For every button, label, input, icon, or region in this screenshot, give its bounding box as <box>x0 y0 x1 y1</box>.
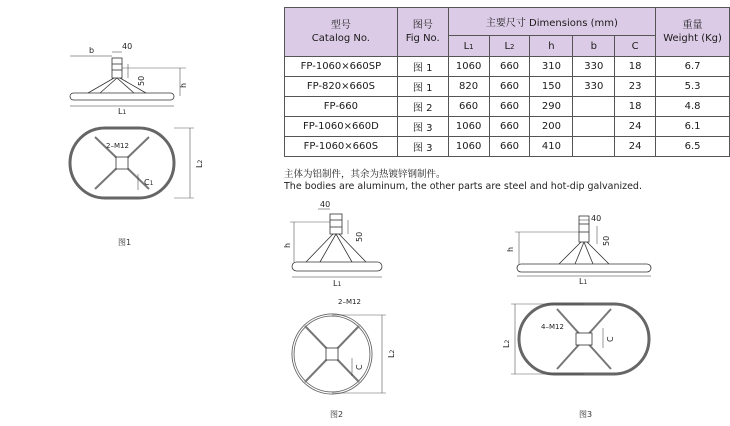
col-C-header: C <box>615 36 656 57</box>
fig3-ring-bar <box>517 264 651 272</box>
spec-table <box>284 7 730 157</box>
figure-3-drawing <box>502 208 660 403</box>
fig3-top-view <box>511 304 649 374</box>
catalog-header-en: Catalog No. <box>311 33 370 44</box>
col-L2-sub: 2 <box>510 42 515 51</box>
table-row <box>285 117 730 137</box>
fig2-label-50: 50 <box>355 231 364 242</box>
fig3-label-m12: 4–M12 <box>541 323 564 331</box>
note-en: The bodies are aluminum, the other parts are steel and hot-dip galvanized. <box>284 181 642 192</box>
weight-cell: 6.5 <box>656 137 730 157</box>
fig1-label-C1: C1 <box>144 178 154 187</box>
col-L2-header <box>489 36 530 57</box>
fig-header-en: Fig No. <box>405 33 440 44</box>
h-cell: 200 <box>530 117 573 137</box>
L2-cell: 660 <box>489 57 530 77</box>
fig2-label-40: 40 <box>320 200 331 209</box>
fig1-ring-bar <box>70 93 174 100</box>
h-cell: 310 <box>530 57 573 77</box>
C-cell: 24 <box>615 137 656 157</box>
table-row <box>285 97 730 117</box>
fig1-label-L2: L2 <box>195 159 204 168</box>
fig3-hub <box>576 333 592 345</box>
C-cell: 18 <box>615 57 656 77</box>
L1-cell: 1060 <box>448 57 489 77</box>
L2-cell: 660 <box>489 77 530 97</box>
fig3-label-40: 40 <box>591 214 602 223</box>
table-row <box>285 57 730 77</box>
fig1-side-view <box>70 52 186 106</box>
fig2-label-C: C <box>355 364 364 370</box>
L1-cell: 660 <box>448 97 489 117</box>
fig1-clamp <box>112 58 122 78</box>
fig3-label-50: 50 <box>602 235 611 246</box>
catalog-cell: FP-1060×660D <box>285 117 398 137</box>
C-cell: 18 <box>615 97 656 117</box>
fig2-top-view <box>293 315 386 393</box>
fig-cell: 图 2 <box>397 97 448 117</box>
fig1-label-50: 50 <box>137 75 146 86</box>
fig1-top-view <box>70 128 194 198</box>
fig2-clamp <box>330 214 342 234</box>
fig1-label-m12: 2–M12 <box>106 142 129 150</box>
col-h-header: h <box>530 36 573 57</box>
L2-cell: 660 <box>489 137 530 157</box>
h-cell: 410 <box>530 137 573 157</box>
fig2-label-L1: L1 <box>333 279 342 288</box>
fig2-label-m12: 2–M12 <box>338 298 361 306</box>
fig2-label-L2: L2 <box>387 349 396 358</box>
fig3-label-L1: L1 <box>579 277 588 286</box>
note-zh: 主体为铝制件，其余为热镀锌钢制件。 <box>284 169 446 180</box>
fig2-hub <box>326 348 338 360</box>
table-row <box>285 77 730 97</box>
C-cell: 24 <box>615 117 656 137</box>
fig-header <box>397 8 448 57</box>
catalog-cell: FP-1060×660SP <box>285 57 398 77</box>
col-L1-letter: L <box>463 40 470 52</box>
L2-cell: 660 <box>489 97 530 117</box>
b-cell <box>573 137 615 157</box>
fig1-label-L1: L1 <box>118 107 127 116</box>
fig-cell: 图 1 <box>397 57 448 77</box>
fig1-hub <box>116 157 128 169</box>
figure-2-drawing <box>278 200 408 405</box>
catalog-header <box>285 8 398 57</box>
fig1-caption: 图1 <box>118 238 132 247</box>
weight-header-en: Weight (Kg) <box>663 33 722 44</box>
L2-cell: 660 <box>489 117 530 137</box>
catalog-cell: FP-1060×660S <box>285 137 398 157</box>
fig3-label-C: C <box>606 336 615 342</box>
b-cell <box>573 117 615 137</box>
fig2-ring-bar <box>292 262 382 271</box>
weight-cell: 6.1 <box>656 117 730 137</box>
col-L1-header <box>448 36 489 57</box>
b-cell: 330 <box>573 57 615 77</box>
fig3-side-view <box>515 216 651 276</box>
L1-cell: 1060 <box>448 117 489 137</box>
catalog-cell: FP-820×660S <box>285 77 398 97</box>
fig1-label-h: h <box>179 82 188 88</box>
b-cell <box>573 97 615 117</box>
fig2-side-view <box>290 209 382 277</box>
C-cell: 23 <box>615 77 656 97</box>
col-L2-letter: L <box>504 40 511 52</box>
catalog-cell: FP-660 <box>285 97 398 117</box>
header-row-1 <box>285 8 730 36</box>
fig2-label-h: h <box>283 242 292 248</box>
weight-cell: 6.7 <box>656 57 730 77</box>
h-cell: 150 <box>530 77 573 97</box>
weight-header-zh: 重量 <box>682 20 703 31</box>
fig-cell: 图 3 <box>397 137 448 157</box>
b-cell: 330 <box>573 77 615 97</box>
fig-cell: 图 3 <box>397 117 448 137</box>
figure-1-drawing <box>62 40 220 215</box>
dimensions-header: 主要尺寸 Dimensions (mm) <box>448 8 655 36</box>
weight-cell: 4.8 <box>656 97 730 117</box>
weight-cell: 5.3 <box>656 77 730 97</box>
catalog-header-zh: 型号 <box>330 20 351 31</box>
fig-header-zh: 图号 <box>412 20 433 31</box>
fig-cell: 图 1 <box>397 77 448 97</box>
col-L1-sub: 1 <box>469 42 474 51</box>
col-b-header: b <box>573 36 615 57</box>
L1-cell: 820 <box>448 77 489 97</box>
fig3-caption: 图3 <box>579 410 593 419</box>
h-cell: 290 <box>530 97 573 117</box>
fig2-caption: 图2 <box>330 410 344 419</box>
fig3-label-L2: L2 <box>502 339 511 348</box>
fig1-label-b: b <box>89 46 95 55</box>
L1-cell: 1060 <box>448 137 489 157</box>
weight-header <box>656 8 730 57</box>
fig1-label-40: 40 <box>122 42 133 51</box>
fig3-label-h: h <box>506 246 515 252</box>
table-row <box>285 137 730 157</box>
